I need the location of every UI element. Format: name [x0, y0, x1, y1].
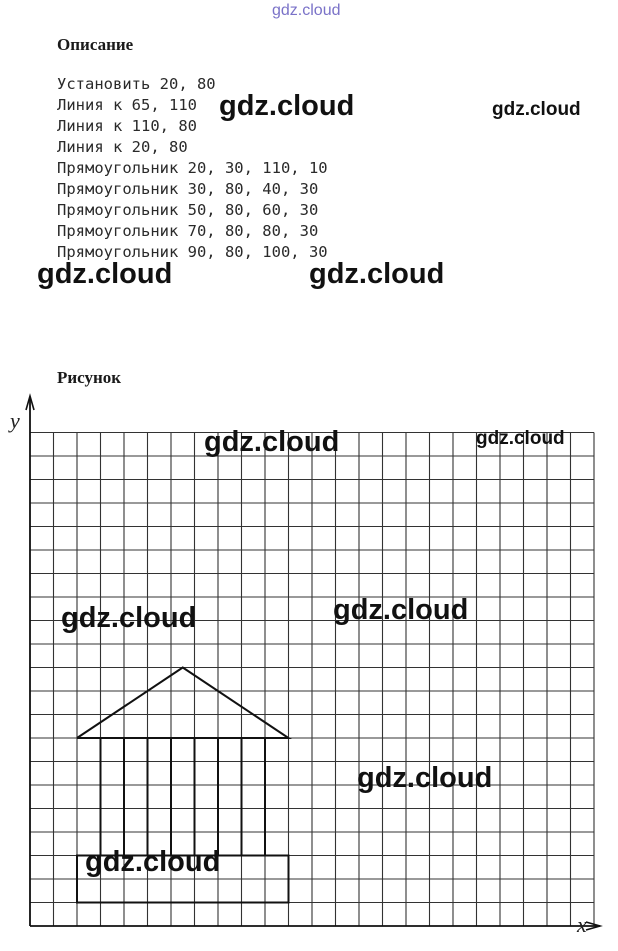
watermark: gdz.cloud: [37, 258, 173, 290]
x-axis-label: x: [577, 912, 587, 937]
rectangle-shape: [148, 738, 172, 856]
rectangle-shape: [195, 738, 219, 856]
watermark: gdz.cloud: [204, 426, 340, 458]
rectangle-shape: [242, 738, 266, 856]
watermark: gdz.cloud: [309, 258, 445, 290]
header-link[interactable]: gdz.cloud: [272, 2, 341, 19]
figure-title: Рисунок: [57, 368, 122, 387]
watermark: gdz.cloud: [219, 90, 355, 122]
command-line: Линия к 65, 110: [57, 96, 197, 114]
watermark: gdz.cloud: [85, 846, 221, 878]
watermark: gdz.cloud: [333, 594, 469, 626]
y-axis-label: y: [10, 408, 20, 433]
watermark: gdz.cloud: [476, 428, 565, 449]
command-line: Прямоугольник 50, 80, 60, 30: [57, 201, 319, 219]
command-line: Установить 20, 80: [57, 75, 216, 93]
description-title: Описание: [57, 35, 134, 54]
watermark: gdz.cloud: [61, 602, 197, 634]
command-line: Линия к 110, 80: [57, 117, 197, 135]
command-line: Линия к 20, 80: [57, 138, 188, 156]
roof-triangle: [77, 668, 289, 739]
watermark: gdz.cloud: [357, 762, 493, 794]
command-line: Прямоугольник 90, 80, 100, 30: [57, 243, 328, 261]
command-line: Прямоугольник 70, 80, 80, 30: [57, 222, 319, 240]
watermark: gdz.cloud: [492, 99, 581, 120]
rectangle-shape: [101, 738, 125, 856]
command-line: Прямоугольник 30, 80, 40, 30: [57, 180, 319, 198]
command-line: Прямоугольник 20, 30, 110, 10: [57, 159, 328, 177]
